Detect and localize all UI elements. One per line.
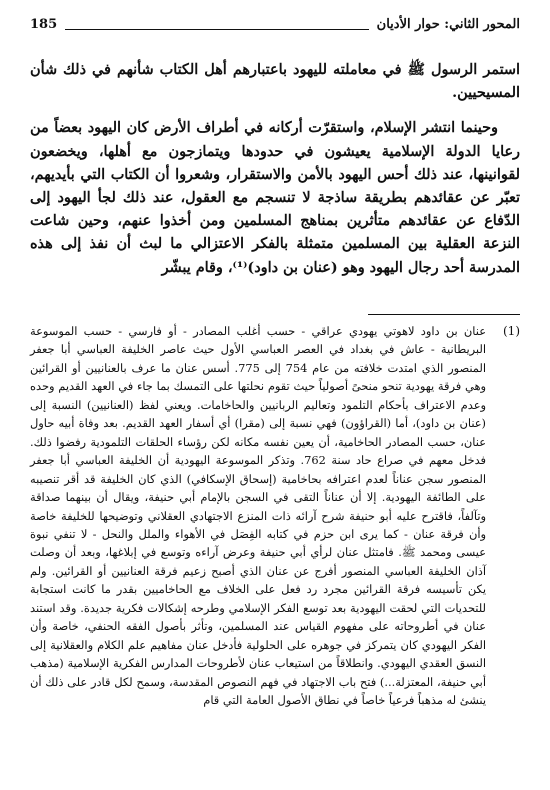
running-header (30, 14, 520, 36)
page-number: 185 (30, 17, 58, 32)
paragraph: استمر الرسول ﷺ في معاملته لليهود باعتبارهم أهل الكتاب شأنهم في ذلك شأن المسيحيين. (30, 61, 520, 102)
header-rule (65, 29, 369, 30)
paragraph: وحينما انتشر الإسلام، واستقرّت أركانه في أطراف الأرض كان اليهود بعضاً من رعايا الدولة الإسلامية يعيشون في حدودها ويتمازجون مع أهلها، ويخضعون لقوانينها، عند ذلك أحس اليهود بالأمن والاستقرار، وشعروا أن الكتاب التي بأيديهم، تعبّر عن عقائدهم بطريقة ساذجة لا تنسجم مع العقول، عند ذلك لجأ اليهود إلى الدّفاع عن عقائدهم متأثرين بمناهج المسلمين ومن أخذوا عنهم، وحين شاعت النزعة العقلية بين المسلمين متمثلة بالفكر الاعتزالي ما لبث أن نفذ إلى هذه المدرسة أحد رجال اليهود وهو (عنان بن داود)⁽¹⁾، وقام يبشّر (30, 119, 520, 276)
main-text (30, 58, 520, 279)
footnote-marker: (1) (502, 324, 520, 338)
footnote-text: عنان بن داود لاهوتي يهودي عراقي - حسب أغلب المصادر - أو فارسي - حسب الموسوعة البريطانية - عاش في بغداد في العصر العباسي الأول حيث عاصر الخليفة العباسي أبا جعفر المنصور الذي امتدت خلافته من عام 754 إلى 775. أسس عنان ما عرف بالعنانيين أو القرائين وهي فرقة يهودية تنحو منحىً أصولياً حيث تقوم نحلتها على التمسك بما جاء في العهد القديم وحده وعدم الاعتراف بأحكام التلمود وتعاليم الربانيين والحاخامات. ويعني لفظ (العنانيين) النسبة إلى (عنان بن داود)، أما (القراؤون) فهي نسبة إلى (مقرا) أي أسفار العهد القديم. بعد وفاة أبيه حاول عنان، حسب المصادر الحاخامية، أن يعين نفسه مكانه لكن رؤساء الحلقات التلمودية رفضوا ذلك. فدخل معهم في صراع حاد سنة 762. وتذكر الموسوعة اليهودية أن الخليفة العباسي أبا جعفر المنصور سجن عناناً لعدم اعترافه بحاخامية (إسحاق الإسكافي) الذي كان الخليفة قد أقر تنصيبه على الطائفة اليهودية. إلا أن عناناً التقى في السجن بالإمام أبي حنيفة، ويقال أن بينهما صداقة وتآلفاً، فاقترح عليه أبو حنيفة شرح آرائه ذات المنزع الاجتهادي العقلاني وتوضيحها للخليفة خاصة وأن فرقة عنان - كما يرى ابن حزم في كتابه الفِصَل في الأهواء والملل والنحل - لا تنفي نبوة عيسى ومحمد ﷺ. فامتثل عنان لرأي أبي حنيفة وعرض آراءه وتوسع في إبلاغها، وبعد أن وصلت آذان الخليفة العباسي المنصور أفرج عن عنان الذي أصبح زعيم فرقة العنانيين أو القرائين. ولم يكن تأسيسه فرقة القرائين مجرد رد فعل على الخلاف مع الحاخاميين بقدر ما كانت استجابة للتحديات التي لحقت اليهودية بعد توسع الفكر الإسلامي وطرحه إشكالات فكرية جديدة. وقد استند عنان في أطروحاته على مفهوم القياس عند المسلمين، وتأثر بأصول الفقه الحنفي، خاصة وأن الفكر اليهودي كان يتمركز في جوهره على الحلولية فأدخل عنان مفاهيم علم الكلام والعقلانية إلى النسق العقدي اليهودي. وانطلاقاً من استيعاب عنان لأطروحات المدارس الفكرية الإسلامية (مذهب أبي حنيفة، المعتزلة...) فتح باب الاجتهاد في فهم النصوص المقدسة، وسمح لكل قادر على ذلك أن ينشئ له مذهباً فرعياً خاصاً في نطاق الأصول العامة التي قام (30, 324, 487, 708)
footnote (30, 322, 520, 710)
running-title: المحور الثاني: حوار الأديان (376, 17, 520, 32)
footnote-separator (368, 314, 520, 315)
